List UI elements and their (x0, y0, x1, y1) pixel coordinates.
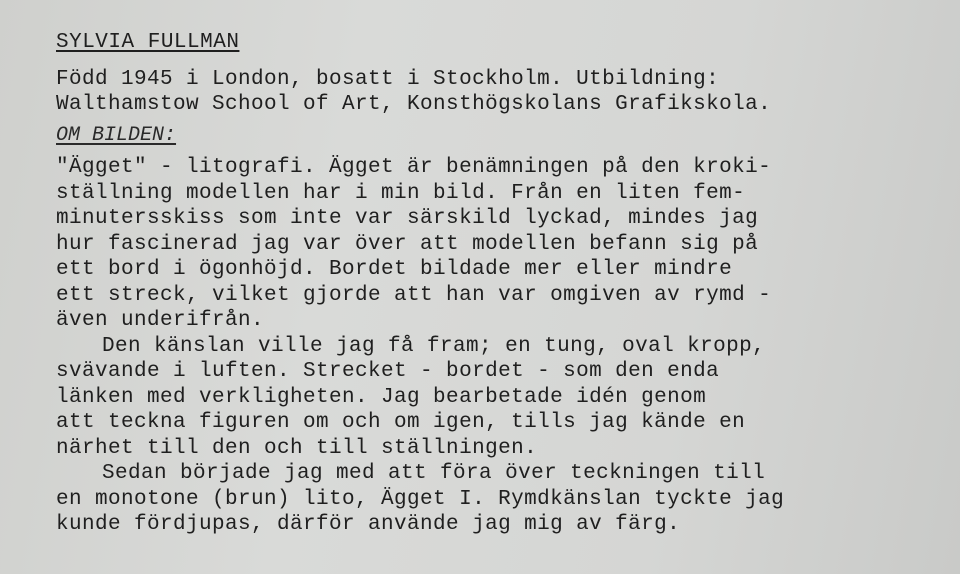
body-line: ett streck, vilket gjorde att han var omgiven av rymd - (56, 283, 772, 307)
body-line: länken med verkligheten. Jag bearbetade idén genom (56, 385, 707, 409)
artist-name-heading: SYLVIA FULLMAN (56, 31, 240, 54)
body-line: svävande i luften. Strecket - bordet - som den enda (56, 360, 720, 383)
body-line: minutersskiss som inte var särskild lyckad, mindes jag (56, 207, 759, 230)
body-line: Den känslan ville jag få fram; en tung, oval kropp, (102, 334, 766, 358)
body-line: Sedan började jag med att föra över teckningen till (102, 462, 766, 485)
body-line: ett bord i ögonhöjd. Bordet bildade mer eller mindre (56, 258, 733, 281)
body-line: kunde fördjupas, därför använde jag mig av färg. (56, 513, 681, 536)
body-line: ställning modellen har i min bild. Från en liten fem- (56, 181, 746, 205)
bio-block (56, 68, 960, 117)
body-line: hur fascinerad jag var över att modellen befann sig på (56, 232, 759, 256)
bio-line: Född 1945 i London, bosatt i Stockholm. Utbildning: (56, 68, 720, 91)
body-line: närhet till den och till ställningen. (56, 436, 538, 460)
body-line: även underifrån. (56, 309, 265, 332)
body-line: en monotone (brun) lito, Ägget I. Rymdkänslan tyckte jag (56, 487, 785, 511)
body-line: "Ägget" - litografi. Ägget är benämningen på den kroki- (56, 156, 772, 179)
section-title: OM BILDEN: (56, 124, 177, 147)
body-line: att teckna figuren om och om igen, tills jag kände en (56, 411, 746, 434)
bio-line: Walthamstow School of Art, Konsthögskolans Grafikskola. (56, 92, 772, 116)
description-block (56, 155, 960, 538)
